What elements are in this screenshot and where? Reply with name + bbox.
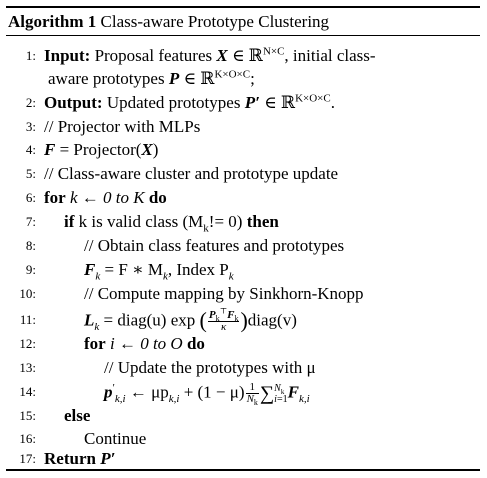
line-content: Return P′ [44,449,116,468]
line-number: 13: [19,360,36,375]
bottom-rule [6,469,480,471]
fraction: $\frac{P_k^⊤F_k}{\kappa}$ [208,306,239,333]
line-content: for i ← 0 to O do [84,334,205,353]
algorithm-name: Class-aware Prototype Clustering [100,12,330,31]
comment: // Update the prototypes with μ [104,358,316,377]
line-content: aware prototypes P ∈ ℝ$^{K\times O\times C}$; [48,68,255,88]
line-number: 2: [25,95,36,110]
comment: // Compute mapping by Sinkhorn-Knopp [84,284,364,303]
line-number: 9: [25,262,36,277]
line-number: 12: [19,336,36,351]
line-number: 17: [19,451,36,466]
algorithm-title [8,12,329,32]
comment: // Obtain class features and prototypes [84,236,345,255]
comment: // Projector with MLPs [44,117,201,136]
line-content: Output: Updated prototypes P′ ∈ ℝ$^{K\times O\times C}$. [44,92,335,112]
line-number: 4: [25,142,36,157]
line-content: $F_k = F$ ∗ $M_k$, Index $P_k$ [84,260,234,283]
line-number: 11: [19,312,36,327]
top-rule [6,6,480,8]
sum-limits: $N_k$ i=1 [274,382,288,405]
line-number: 3: [25,119,36,134]
line-content: $L_k$ = diag(u) exp ( $\frac{P_k^⊤F_k}{\kappa}$ )diag(v) [84,306,297,333]
line-number: 5: [25,166,36,181]
line-number: 8: [25,238,36,253]
comment: // Class-aware cluster and prototype update [44,164,339,183]
line-content: $p'_{k,i}$ ← $\mu p_{k,i} + (1 - \mu)$ $\frac{1}{N_k}$ ∑ $N_k$ i=1 $F_{k,i}$ [104,381,310,408]
line-content: Input: Proposal features X ∈ ℝ$^{N\times C}$, initial class- [44,45,376,65]
line-number: 15: [19,408,36,423]
algorithm-label: Algorithm 1 [8,12,97,31]
title-rule [6,35,480,36]
line-number: 1: [25,48,36,63]
line-content: Continue [84,429,147,448]
line-content: for k ← 0 to K do [44,188,167,207]
line-content: else [64,406,91,425]
algorithm-box [6,6,480,472]
fraction: $\frac{1}{N_k}$ [246,381,258,408]
line-number: 16: [19,431,36,446]
line-number: 6: [25,190,36,205]
line-content: if k is valid class $(M_k!= 0)$ then [64,212,279,235]
line-number: 14: [19,384,36,399]
line-content: F = Projector(X) [44,140,159,159]
line-number: 7: [25,214,36,229]
line-number: 10: [19,286,36,301]
